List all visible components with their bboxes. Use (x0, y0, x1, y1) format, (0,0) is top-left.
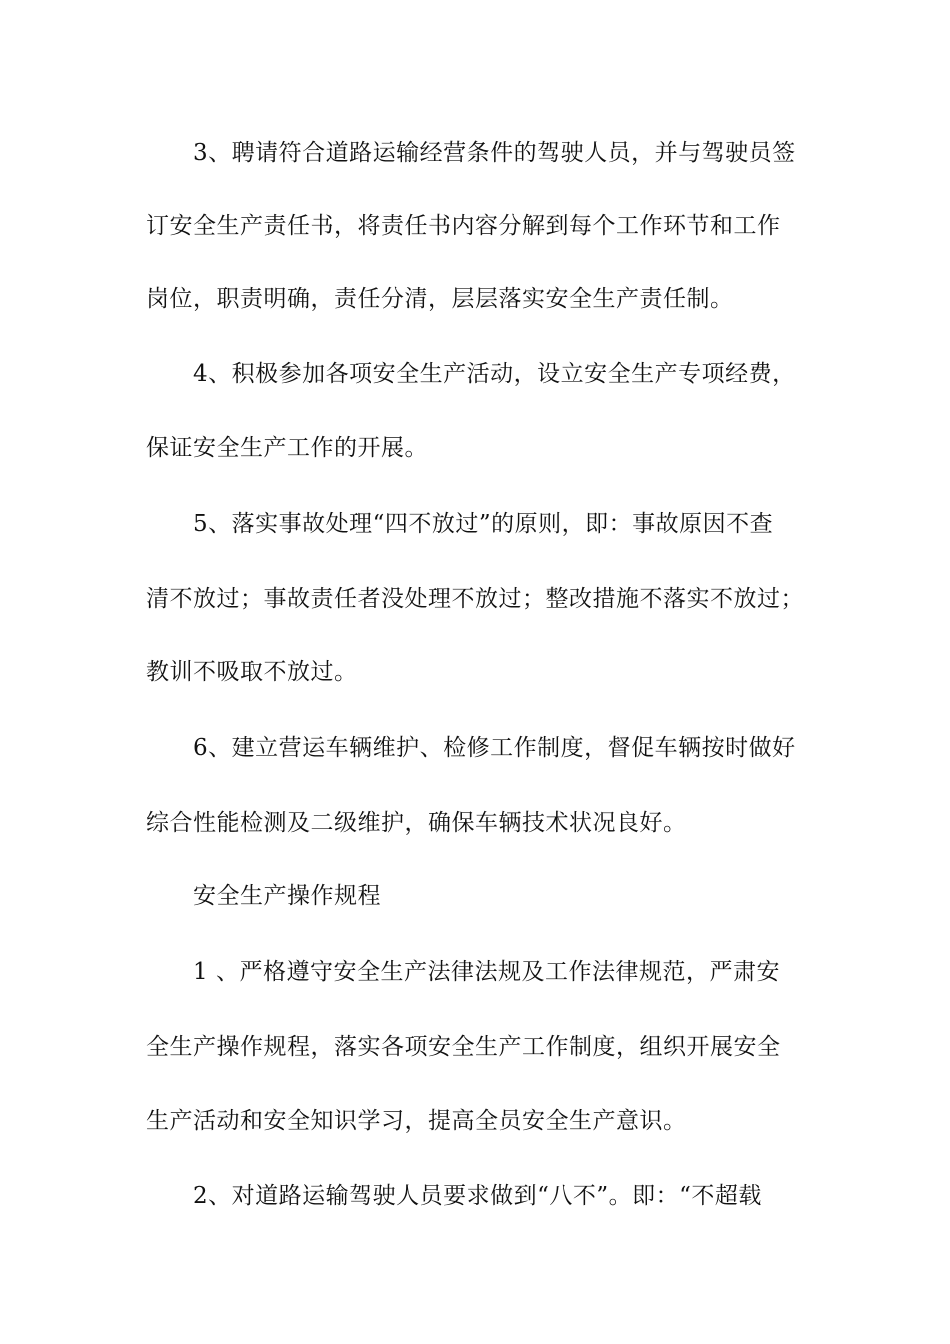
paragraph-3-line-1: 3、聘请符合道路运输经营条件的驾驶人员，并与驾驶员签 (193, 140, 796, 166)
paragraph-5-line-1: 5、落实事故处理“四不放过”的原则，即：事故原因不查 (193, 511, 774, 537)
paragraph-5-line-3: 教训不吸取不放过。 (146, 659, 358, 685)
rule-1-line-3: 生产活动和安全知识学习，提高全员安全生产意识。 (146, 1108, 687, 1134)
rule-2-line-1: 2、对道路运输驾驶人员要求做到“八不”。即：“不超载 (193, 1183, 762, 1209)
paragraph-6-line-1: 6、建立营运车辆维护、检修工作制度，督促车辆按时做好 (193, 735, 796, 761)
paragraph-6-line-2: 综合性能检测及二级维护，确保车辆技术状况良好。 (146, 810, 687, 836)
rule-1-line-2: 全生产操作规程，落实各项安全生产工作制度，组织开展安全 (146, 1034, 781, 1060)
paragraph-3-line-3: 岗位，职责明确，责任分清，层层落实安全生产责任制。 (146, 286, 734, 312)
rule-1-line-1: 1 、严格遵守安全生产法律法规及工作法律规范，严肃安 (193, 959, 780, 985)
paragraph-4-line-2: 保证安全生产工作的开展。 (146, 435, 428, 461)
paragraph-5-line-2: 清不放过；事故责任者没处理不放过；整改措施不落实不放过； (146, 586, 804, 612)
paragraph-3-line-2: 订安全生产责任书，将责任书内容分解到每个工作环节和工作 (146, 213, 781, 239)
section-heading: 安全生产操作规程 (193, 883, 381, 909)
paragraph-4-line-1: 4、积极参加各项安全生产活动，设立安全生产专项经费， (193, 361, 796, 387)
